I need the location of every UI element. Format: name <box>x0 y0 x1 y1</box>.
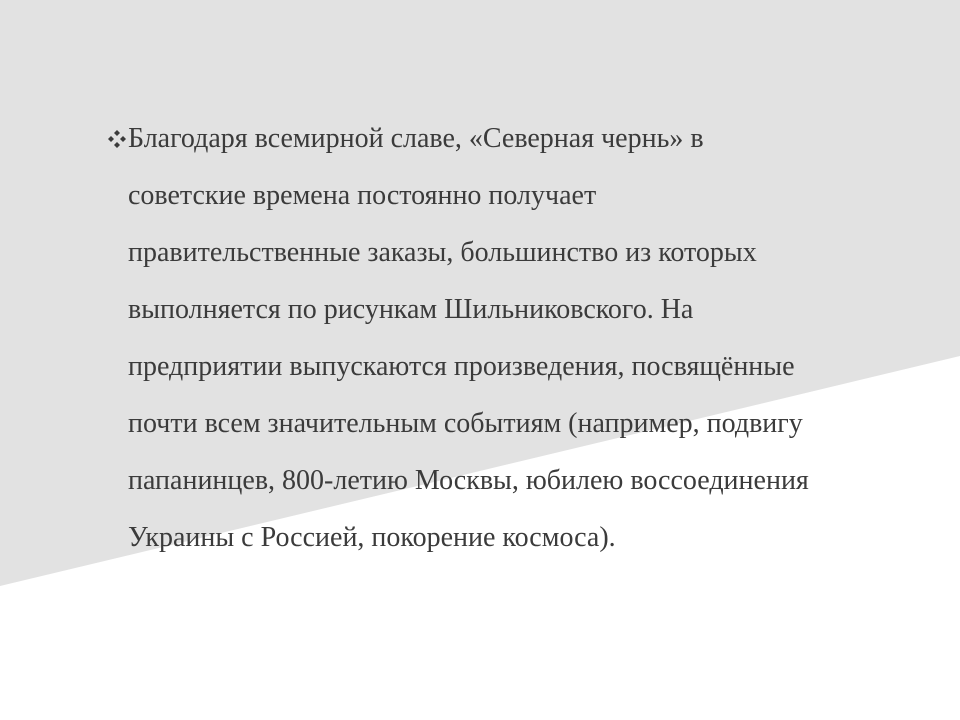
paragraph-line-7: папанинцев, 800-летию Москвы, юбилею воссоединения <box>128 465 809 496</box>
paragraph-line-1: Благодаря всемирной славе, «Северная чернь» в <box>128 123 704 154</box>
paragraph-line-8: Украины с Россией, покорение космоса). <box>128 522 616 553</box>
paragraph-line-5: предприятии выпускаются произведения, посвящённые <box>128 351 795 382</box>
paragraph-line-2: советские времена постоянно получает <box>128 180 597 211</box>
bullet-item <box>108 110 908 566</box>
four-diamond-bullet-icon <box>108 110 128 167</box>
paragraph-line-6: почти всем значительным событиям (например, подвигу <box>128 408 803 439</box>
paragraph-line-4: выполняется по рисункам Шильниковского. На <box>128 294 694 325</box>
bullet-paragraph <box>108 110 908 566</box>
paragraph-line-3: правительственные заказы, большинство из которых <box>128 237 757 268</box>
